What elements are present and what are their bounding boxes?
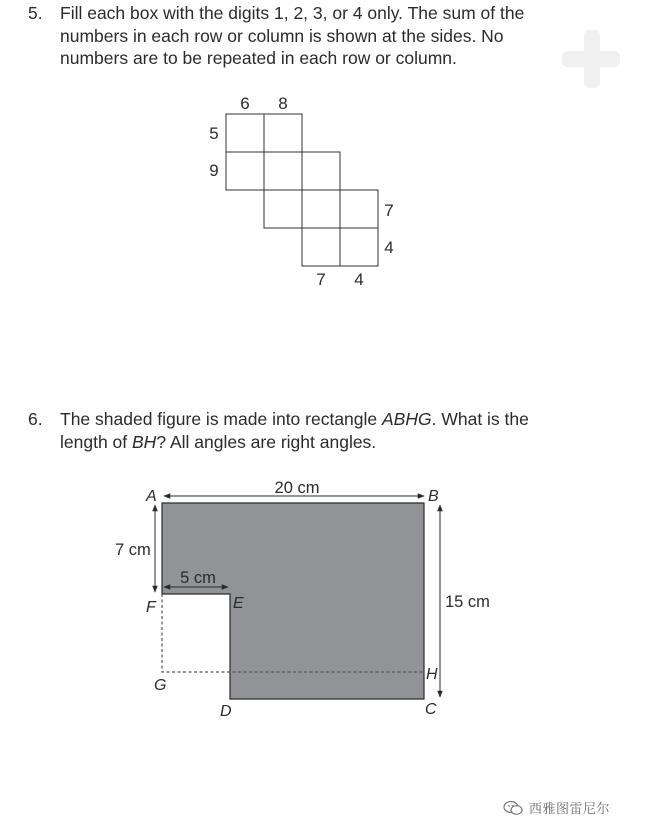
question-line: Fill each box with the digits 1, 2, 3, or 4 only. The sum of the — [60, 3, 525, 23]
wechat-icon — [503, 800, 523, 816]
grid-cell[interactable] — [264, 190, 302, 228]
point-h-label: H — [426, 666, 438, 683]
grid-cell[interactable] — [302, 190, 340, 228]
step-length-label: 5 cm — [180, 569, 216, 587]
point-c-label: C — [425, 701, 437, 718]
grid-cell[interactable] — [302, 228, 340, 266]
grid-cell[interactable] — [302, 152, 340, 190]
watermark — [503, 798, 610, 817]
clue-left-row2: 9 — [209, 161, 219, 180]
grid-cell[interactable] — [264, 114, 302, 152]
point-g-label: G — [154, 677, 167, 694]
clue-top-col1: 6 — [240, 94, 250, 113]
question-line: The shaded figure is made into rectangle ABHG. What is the — [60, 409, 529, 429]
number-grid-puzzle — [0, 80, 649, 380]
grid-cell[interactable] — [264, 152, 302, 190]
grid-cell[interactable] — [340, 190, 378, 228]
question-line: length of BH? All angles are right angles. — [60, 431, 377, 452]
point-a-label: A — [146, 488, 157, 505]
clue-left-row1: 5 — [209, 124, 219, 143]
question-text — [60, 408, 580, 453]
watermark-text: 西雅图雷尼尔 — [529, 802, 611, 817]
clue-bottom-col3: 7 — [316, 270, 326, 289]
question-text — [60, 2, 580, 70]
grid-cell[interactable] — [226, 114, 264, 152]
point-f-label: F — [146, 599, 156, 616]
clue-right-row4: 4 — [384, 238, 394, 257]
question-line: numbers in each row or column is shown at the sides. No — [60, 25, 504, 46]
clue-top-col2: 8 — [278, 94, 288, 113]
point-b-label: B — [428, 488, 439, 505]
question-line: numbers are to be repeated in each row or column. — [60, 48, 457, 68]
clue-right-row3: 7 — [384, 201, 394, 220]
question-number: 6. — [28, 409, 43, 429]
left-length-label: 7 cm — [115, 541, 151, 559]
shaded-figure — [162, 503, 424, 699]
right-length-label: 15 cm — [445, 593, 490, 611]
rectangle-figure — [0, 470, 649, 730]
point-e-label: E — [233, 595, 244, 612]
clue-bottom-col4: 4 — [354, 270, 364, 289]
grid-cell[interactable] — [226, 152, 264, 190]
question-number: 5. — [28, 3, 43, 23]
grid-cell[interactable] — [340, 228, 378, 266]
top-length-label: 20 cm — [274, 479, 320, 497]
point-d-label: D — [220, 703, 232, 720]
